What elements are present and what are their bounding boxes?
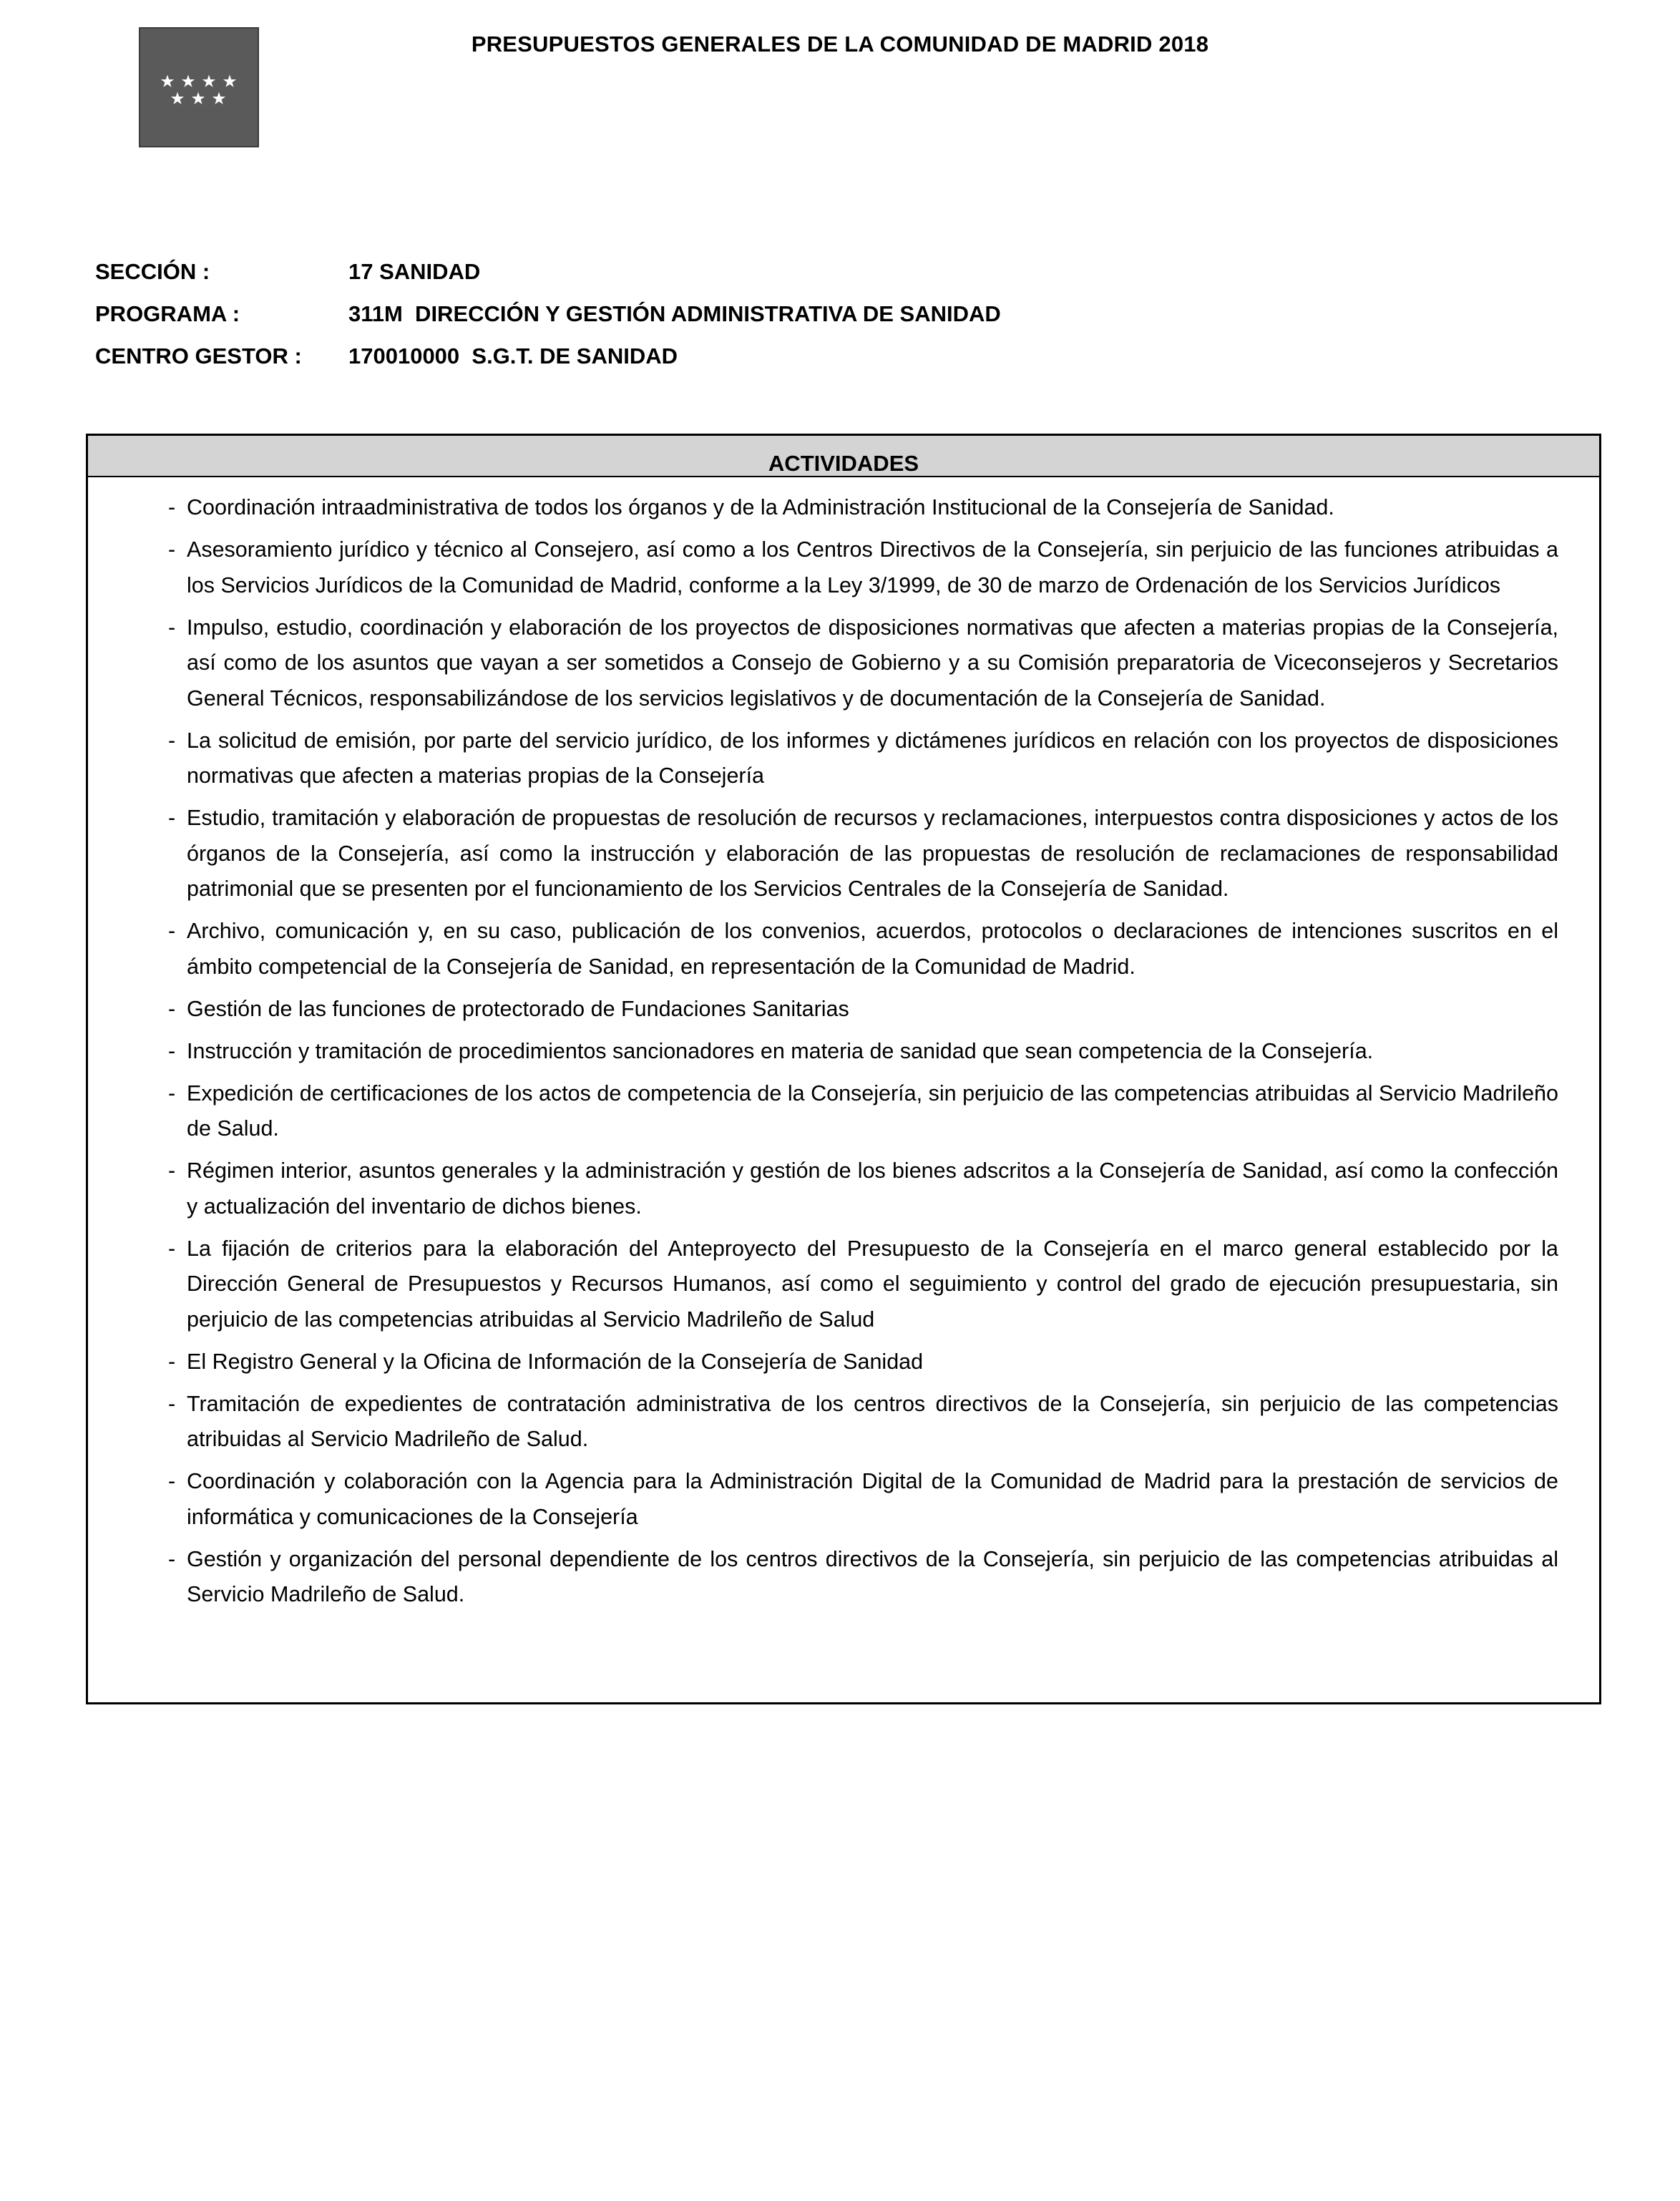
activity-item: - Coordinación y colaboración con la Agencia para la Administración Digital de la Comunidad de Madrid para la prestación de servicios de informática y comunicaciones de la Consejería <box>165 1464 1558 1535</box>
programa-value: 311M DIRECCIÓN Y GESTIÓN ADMINISTRATIVA DE SANIDAD <box>348 301 1001 326</box>
activity-item: - Expedición de certificaciones de los actos de competencia de la Consejería, sin perjuicio de las competencias atribuidas al Servicio Madrileño de Salud. <box>165 1076 1558 1147</box>
activity-item: - Asesoramiento jurídico y técnico al Consejero, así como a los Centros Directivos de la Consejería, sin perjuicio de las funciones atribuidas a los Servicios Jurídicos de la Comunidad de Madrid, conforme a la Ley 3/1999, de 30 de marzo de Ordenación de los Servicios Jurídicos <box>165 532 1558 603</box>
document-title: PRESUPUESTOS GENERALES DE LA COMUNIDAD DE MADRID 2018 <box>471 31 1209 57</box>
activity-item: - Estudio, tramitación y elaboración de propuestas de resolución de recursos y reclamaciones, interpuestos contra disposiciones y actos de los órganos de la Consejería, así como la instrucción y elaboración de las propuestas de resolución de reclamaciones de responsabilidad patrimonial que se presenten por el funcionamiento de los Servicios Centrales de la Consejería de Sanidad. <box>165 801 1558 907</box>
seccion-label: SECCIÓN : <box>95 258 210 284</box>
activities-heading: ACTIVIDADES <box>88 436 1599 477</box>
activity-item: - El Registro General y la Oficina de Información de la Consejería de Sanidad <box>165 1344 1558 1380</box>
activity-item: - La solicitud de emisión, por parte del servicio jurídico, de los informes y dictámenes jurídicos en relación con los proyectos de disposiciones normativas que afecten a materias propias de la Consejería <box>165 723 1558 794</box>
programa-label: PROGRAMA : <box>95 301 240 326</box>
centro-gestor-label: CENTRO GESTOR : <box>95 343 302 369</box>
activity-item: - Gestión y organización del personal dependiente de los centros directivos de la Consejería, sin perjuicio de las competencias atribuidas al Servicio Madrileño de Salud. <box>165 1542 1558 1613</box>
seccion-row <box>95 250 1001 293</box>
centro-gestor-row <box>95 335 1001 377</box>
activity-item: - La fijación de criterios para la elaboración del Anteproyecto del Presupuesto de la Consejería en el marco general establecido por la Dirección General de Presupuestos y Recursos Humanos, así como el seguimiento y control del grado de ejecución presupuestaria, sin perjuicio de las competencias atribuidas al Servicio Madrileño de Salud <box>165 1231 1558 1338</box>
budget-metadata <box>95 250 1001 377</box>
activity-item: - Coordinación intraadministrativa de todos los órganos y de la Administración Institucional de la Consejería de Sanidad. <box>165 490 1558 526</box>
centro-gestor-value: 170010000 S.G.T. DE SANIDAD <box>348 343 678 369</box>
seccion-value: 17 SANIDAD <box>348 258 481 284</box>
activity-item: - Régimen interior, asuntos generales y la administración y gestión de los bienes adscritos a la Consejería de Sanidad, así como la confección y actualización del inventario de dichos bienes. <box>165 1153 1558 1224</box>
activity-item: - Instrucción y tramitación de procedimientos sancionadores en materia de sanidad que sean competencia de la Consejería. <box>165 1034 1558 1070</box>
programa-row <box>95 293 1001 335</box>
activity-item: - Tramitación de expedientes de contratación administrativa de los centros directivos de la Consejería, sin perjuicio de las competencias atribuidas al Servicio Madrileño de Salud. <box>165 1387 1558 1458</box>
activity-item: - Gestión de las funciones de protectorado de Fundaciones Sanitarias <box>165 992 1558 1028</box>
activity-item: - Archivo, comunicación y, en su caso, publicación de los convenios, acuerdos, protocolos o declaraciones de intenciones suscritos en el ámbito competencial de la Consejería de Sanidad, en representación de la Comunidad de Madrid. <box>165 914 1558 985</box>
activity-item: - Impulso, estudio, coordinación y elaboración de los proyectos de disposiciones normativas que afecten a materias propias de la Consejería, así como de los asuntos que vayan a ser sometidos a Consejo de Gobierno y a su Comisión preparatoria de Viceconsejeros y Secretarios General Técnicos, responsabilizándose de los servicios legislativos y de documentación de la Consejería de Sanidad. <box>165 610 1558 717</box>
activities-list <box>88 477 1599 1613</box>
activities-box <box>86 434 1601 1704</box>
